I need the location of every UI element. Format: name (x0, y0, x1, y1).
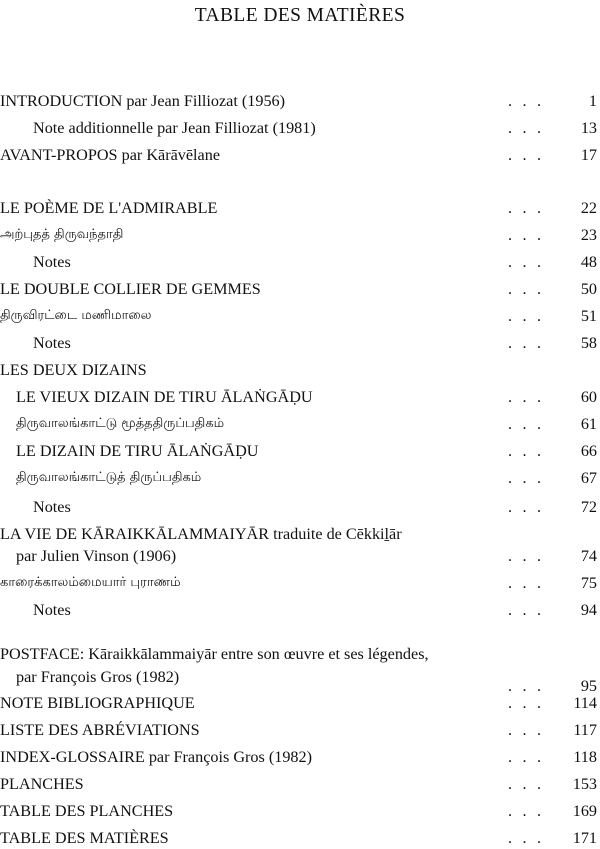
toc-page-number: 58 (580, 334, 597, 352)
toc-entry-note-additionnelle (0, 117, 600, 139)
toc-entry-text: அற்புதத் திருவந்தாதி (0, 227, 124, 242)
toc-page-number: 1 (588, 92, 597, 110)
toc-entry-text: LE VIEUX DIZAIN DE TIRU ĀLAṄGĀḌU (16, 388, 313, 406)
toc-entry-vieux-dizain (0, 386, 600, 408)
toc-leader-dots: . . . (508, 334, 545, 352)
toc-leader-dots: . . . (508, 677, 545, 695)
toc-leader-dots: . . . (508, 415, 545, 433)
toc-entry-text: INTRODUCTION par Jean Filliozat (1956) (0, 92, 286, 110)
toc-page-number: 50 (580, 280, 597, 298)
toc-leader-dots: . . . (508, 775, 545, 793)
toc-entry-text: TABLE DES MATIÈRES (0, 829, 169, 847)
toc-leader-dots: . . . (508, 547, 545, 565)
toc-entry-text: par François Gros (1982) (16, 668, 180, 686)
toc-page-number: 22 (580, 199, 597, 217)
toc-entry-text: TABLE DES PLANCHES (0, 802, 174, 820)
toc-page-number: 95 (580, 677, 597, 695)
toc-page-number: 66 (580, 442, 597, 460)
toc-page-number: 48 (580, 253, 597, 271)
toc-page-number: 117 (573, 721, 597, 739)
toc-leader-dots: . . . (508, 199, 545, 217)
toc-entry-text: Notes (33, 253, 71, 271)
toc-page-number: 61 (580, 415, 597, 433)
toc-entry-notes (0, 496, 600, 518)
toc-entry-text: காரைக்காலம்மையார் புராணம் (0, 575, 181, 590)
toc-entry-index-glossaire (0, 746, 600, 768)
toc-page-number: 114 (573, 694, 597, 712)
toc-entry-poeme-admirable (0, 197, 600, 219)
toc-leader-dots: . . . (508, 253, 545, 271)
toc-entry-notes (0, 251, 600, 273)
toc-leader-dots: . . . (508, 388, 545, 406)
toc-entry-double-collier (0, 278, 600, 300)
toc-leader-dots: . . . (508, 694, 545, 712)
toc-entry-text: LE DOUBLE COLLIER DE GEMMES (0, 280, 261, 298)
toc-page-number: 67 (580, 469, 597, 487)
toc-entry-text: திருவாலங்காட்டு மூத்ததிருப்பதிகம் (16, 416, 225, 431)
toc-entry-tamil-puranam (0, 572, 600, 594)
toc-entry-deux-dizains (0, 359, 600, 381)
toc-leader-dots: . . . (508, 442, 545, 460)
toc-entry-planches (0, 773, 600, 795)
toc-entry-text: par Julien Vinson (1906) (16, 547, 177, 565)
toc-entry-postface-cont (0, 666, 600, 695)
toc-leader-dots: . . . (508, 829, 545, 847)
toc-entry-tamil-arputha (0, 224, 600, 246)
toc-page-number: 153 (572, 775, 597, 793)
toc-entry-tamil-pathikam (0, 467, 600, 489)
toc-entry-text: AVANT-PROPOS par Kārāvēlane (0, 146, 221, 164)
toc-page-number: 171 (572, 829, 597, 847)
toc-entry-table-planches (0, 800, 600, 822)
toc-entry-text: LA VIE DE KĀRAIKKĀLAMMAIYĀR traduite de Cēkkiḻār (0, 525, 402, 543)
toc-entry-dizain (0, 440, 600, 462)
toc-entry-vie-karaikkal (0, 523, 600, 545)
toc-leader-dots: . . . (508, 802, 545, 820)
toc-entry-vie-karaikkal-cont (0, 545, 600, 567)
toc-entry-note-bibliographique (0, 692, 600, 714)
toc-entry-liste-abreviations (0, 719, 600, 741)
toc-entry-notes (0, 332, 600, 354)
toc-leader-dots: . . . (508, 721, 545, 739)
toc-entry-text: திருவிரட்டை மணிமாலை (0, 308, 152, 323)
page-title: TABLE DES MATIÈRES (194, 5, 406, 26)
toc-page-number: 23 (580, 226, 597, 244)
toc-leader-dots: . . . (508, 574, 545, 592)
toc-page-number: 13 (580, 119, 597, 137)
toc-leader-dots: . . . (508, 92, 545, 110)
toc-entry-text: Note additionnelle par Jean Filliozat (1981) (33, 119, 316, 137)
toc-leader-dots: . . . (508, 119, 545, 137)
toc-leader-dots: . . . (508, 307, 545, 325)
toc-entry-introduction (0, 90, 600, 112)
toc-leader-dots: . . . (508, 498, 545, 516)
toc-page-number: 169 (572, 802, 597, 820)
toc-entry-tamil-manimalai (0, 305, 600, 327)
toc-leader-dots: . . . (508, 469, 545, 487)
toc-entry-notes (0, 599, 600, 621)
toc-page-number: 51 (580, 307, 597, 325)
toc-page-number: 94 (580, 601, 597, 619)
toc-entry-tamil-mutha (0, 413, 600, 435)
toc-entry-text: PLANCHES (0, 775, 84, 793)
toc-entry-avant-propos (0, 144, 600, 166)
toc-entry-text: NOTE BIBLIOGRAPHIQUE (0, 694, 195, 712)
toc-page-number: 60 (580, 388, 597, 406)
toc-leader-dots: . . . (508, 146, 545, 164)
toc-leader-dots: . . . (508, 280, 545, 298)
toc-entry-postface (0, 643, 600, 665)
toc-entry-text: LE DIZAIN DE TIRU ĀLAṄGĀḌU (16, 442, 259, 460)
toc-leader-dots: . . . (508, 748, 545, 766)
toc-page-number: 75 (580, 574, 597, 592)
toc-page-number: 118 (573, 748, 597, 766)
toc-leader-dots: . . . (508, 601, 545, 619)
toc-page-number: 74 (580, 547, 597, 565)
toc-entry-text: LES DEUX DIZAINS (0, 361, 147, 379)
toc-entry-text: LISTE DES ABRÉVIATIONS (0, 721, 200, 739)
toc-entry-text: Notes (33, 498, 71, 516)
toc-page-number: 17 (580, 146, 597, 164)
toc-entry-text: INDEX-GLOSSAIRE par François Gros (1982) (0, 748, 313, 766)
toc-entry-text: Notes (33, 334, 71, 352)
toc-entry-text: LE POÈME DE L'ADMIRABLE (0, 199, 218, 217)
toc-page-number: 72 (580, 498, 597, 516)
toc-entry-table-matieres (0, 827, 600, 849)
toc-entry-text: POSTFACE: Kāraikkālammaiyār entre son œuvre et ses légendes, (0, 645, 429, 663)
toc-leader-dots: . . . (508, 226, 545, 244)
toc-entry-text: திருவாலங்காட்டுத் திருப்பதிகம் (16, 470, 202, 485)
toc-entry-text: Notes (33, 601, 71, 619)
